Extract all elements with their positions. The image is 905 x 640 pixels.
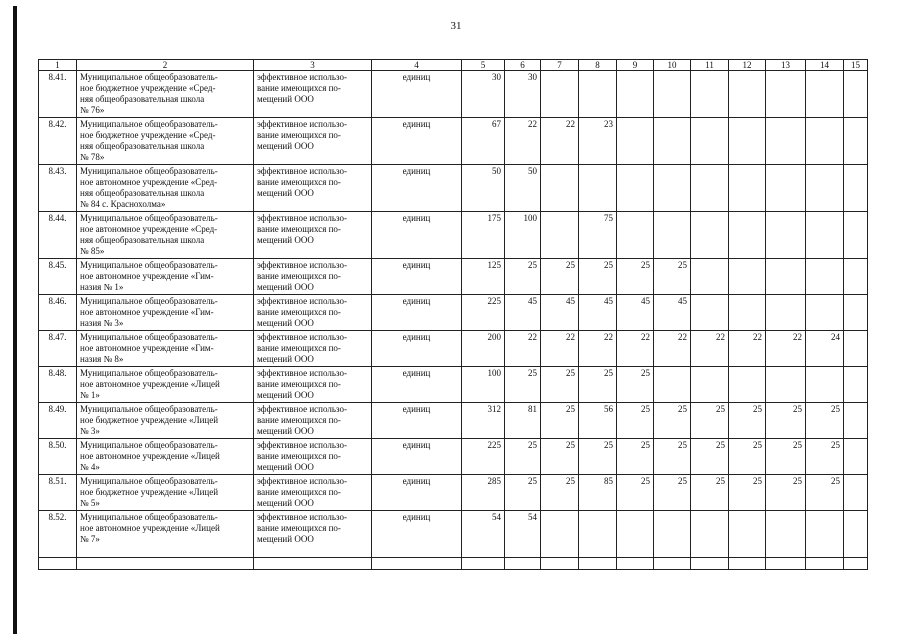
value-cell: 45 xyxy=(617,295,654,331)
value-cell: 25 xyxy=(766,475,806,511)
institution-name: Муниципальное общеобразователь- ное бюджетное учреждение «Сред- няя общеобразовательная школа № 78» xyxy=(77,118,254,165)
value-cell: 25 xyxy=(541,403,579,439)
purpose-text: эффективное использо- вание имеющихся по- мещений ООО xyxy=(254,475,372,511)
value-cell: 22 xyxy=(541,331,579,367)
value-cell: 25 xyxy=(617,259,654,295)
value-cell: 25 xyxy=(579,367,617,403)
value-cell: 25 xyxy=(505,475,541,511)
purpose-text: эффективное использо- вание имеющихся по- мещений ООО xyxy=(254,331,372,367)
value-cell xyxy=(844,475,868,511)
value-cell: 25 xyxy=(729,403,766,439)
value-cell xyxy=(617,165,654,212)
value-cell: 25 xyxy=(729,475,766,511)
value-cell: 56 xyxy=(579,403,617,439)
purpose-text: эффективное использо- вание имеющихся по- мещений ООО xyxy=(254,403,372,439)
unit-text: единиц xyxy=(372,71,462,118)
unit-text: единиц xyxy=(372,212,462,259)
value-cell xyxy=(766,118,806,165)
column-header-4: 4 xyxy=(372,60,462,71)
empty-row xyxy=(39,558,868,570)
row-number: 8.50. xyxy=(39,439,77,475)
purpose-text: эффективное использо- вание имеющихся по- мещений ООО xyxy=(254,118,372,165)
value-cell: 25 xyxy=(766,403,806,439)
purpose-text: эффективное использо- вание имеющихся по- мещений ООО xyxy=(254,511,372,558)
column-header-8: 8 xyxy=(579,60,617,71)
column-header-5: 5 xyxy=(462,60,505,71)
value-cell: 25 xyxy=(806,475,844,511)
row-number: 8.48. xyxy=(39,367,77,403)
value-cell: 25 xyxy=(654,403,691,439)
value-cell xyxy=(766,71,806,118)
value-cell: 25 xyxy=(541,439,579,475)
column-header-13: 13 xyxy=(766,60,806,71)
value-cell xyxy=(541,511,579,558)
row-number: 8.46. xyxy=(39,295,77,331)
value-cell: 45 xyxy=(654,295,691,331)
value-cell xyxy=(654,71,691,118)
value-cell: 45 xyxy=(505,295,541,331)
row-number: 8.43. xyxy=(39,165,77,212)
value-cell xyxy=(806,295,844,331)
unit-text: единиц xyxy=(372,331,462,367)
value-cell xyxy=(729,165,766,212)
table-row xyxy=(39,367,868,403)
value-cell: 200 xyxy=(462,331,505,367)
value-cell: 85 xyxy=(579,475,617,511)
value-cell xyxy=(729,295,766,331)
value-cell xyxy=(654,367,691,403)
institution-name: Муниципальное общеобразователь- ное автономное учреждение «Сред- няя общеобразовательная школа № 85» xyxy=(77,212,254,259)
value-cell xyxy=(729,212,766,259)
table-row xyxy=(39,439,868,475)
value-cell xyxy=(844,165,868,212)
value-cell: 54 xyxy=(505,511,541,558)
value-cell: 125 xyxy=(462,259,505,295)
header-row xyxy=(39,60,868,71)
value-cell xyxy=(766,165,806,212)
table-row xyxy=(39,475,868,511)
institution-name: Муниципальное общеобразователь- ное автономное учреждение «Лицей № 4» xyxy=(77,439,254,475)
value-cell: 25 xyxy=(654,259,691,295)
value-cell: 25 xyxy=(505,259,541,295)
unit-text: единиц xyxy=(372,403,462,439)
value-cell: 81 xyxy=(505,403,541,439)
value-cell: 25 xyxy=(617,439,654,475)
table-row xyxy=(39,403,868,439)
purpose-text: эффективное использо- вание имеющихся по- мещений ООО xyxy=(254,259,372,295)
table-row xyxy=(39,331,868,367)
value-cell: 25 xyxy=(617,475,654,511)
value-cell xyxy=(844,212,868,259)
value-cell xyxy=(691,118,729,165)
row-number: 8.47. xyxy=(39,331,77,367)
value-cell xyxy=(806,165,844,212)
value-cell xyxy=(729,367,766,403)
value-cell: 25 xyxy=(729,439,766,475)
value-cell: 25 xyxy=(617,367,654,403)
value-cell: 25 xyxy=(654,439,691,475)
value-cell xyxy=(654,212,691,259)
value-cell: 50 xyxy=(505,165,541,212)
value-cell: 24 xyxy=(806,331,844,367)
column-header-11: 11 xyxy=(691,60,729,71)
value-cell: 30 xyxy=(505,71,541,118)
column-header-3: 3 xyxy=(254,60,372,71)
institution-name: Муниципальное общеобразователь- ное автономное учреждение «Гим- назия № 8» xyxy=(77,331,254,367)
table-row xyxy=(39,511,868,558)
value-cell: 22 xyxy=(654,331,691,367)
value-cell: 25 xyxy=(691,403,729,439)
value-cell: 30 xyxy=(462,71,505,118)
value-cell xyxy=(617,212,654,259)
value-cell xyxy=(579,511,617,558)
column-header-10: 10 xyxy=(654,60,691,71)
value-cell xyxy=(844,439,868,475)
value-cell xyxy=(691,212,729,259)
value-cell xyxy=(691,295,729,331)
value-cell xyxy=(844,511,868,558)
column-header-12: 12 xyxy=(729,60,766,71)
value-cell: 25 xyxy=(541,367,579,403)
value-cell: 25 xyxy=(691,475,729,511)
column-header-15: 15 xyxy=(844,60,868,71)
purpose-text: эффективное использо- вание имеющихся по- мещений ООО xyxy=(254,212,372,259)
value-cell: 75 xyxy=(579,212,617,259)
column-header-2: 2 xyxy=(77,60,254,71)
value-cell xyxy=(729,118,766,165)
value-cell: 50 xyxy=(462,165,505,212)
table-row xyxy=(39,118,868,165)
value-cell: 225 xyxy=(462,439,505,475)
institution-name: Муниципальное общеобразователь- ное бюджетное учреждение «Лицей № 3» xyxy=(77,403,254,439)
value-cell xyxy=(806,367,844,403)
value-cell xyxy=(766,259,806,295)
unit-text: единиц xyxy=(372,475,462,511)
value-cell: 23 xyxy=(579,118,617,165)
value-cell: 100 xyxy=(462,367,505,403)
table-row xyxy=(39,212,868,259)
value-cell: 22 xyxy=(505,331,541,367)
value-cell xyxy=(766,295,806,331)
column-header-6: 6 xyxy=(505,60,541,71)
value-cell: 22 xyxy=(541,118,579,165)
value-cell: 25 xyxy=(579,259,617,295)
institution-name: Муниципальное общеобразователь- ное автономное учреждение «Лицей № 1» xyxy=(77,367,254,403)
value-cell xyxy=(844,71,868,118)
row-number: 8.42. xyxy=(39,118,77,165)
table-row xyxy=(39,259,868,295)
value-cell xyxy=(541,212,579,259)
value-cell: 54 xyxy=(462,511,505,558)
value-cell xyxy=(541,71,579,118)
value-cell xyxy=(579,71,617,118)
value-cell: 22 xyxy=(617,331,654,367)
value-cell: 22 xyxy=(766,331,806,367)
value-cell xyxy=(806,511,844,558)
unit-text: единиц xyxy=(372,439,462,475)
value-cell: 22 xyxy=(691,331,729,367)
purpose-text: эффективное использо- вание имеющихся по- мещений ООО xyxy=(254,367,372,403)
value-cell xyxy=(691,71,729,118)
row-number: 8.51. xyxy=(39,475,77,511)
value-cell xyxy=(844,118,868,165)
row-number: 8.45. xyxy=(39,259,77,295)
value-cell xyxy=(729,71,766,118)
value-cell: 25 xyxy=(505,367,541,403)
value-cell: 25 xyxy=(691,439,729,475)
value-cell xyxy=(617,71,654,118)
purpose-text: эффективное использо- вание имеющихся по- мещений ООО xyxy=(254,439,372,475)
unit-text: единиц xyxy=(372,511,462,558)
row-number: 8.49. xyxy=(39,403,77,439)
value-cell xyxy=(579,165,617,212)
column-header-7: 7 xyxy=(541,60,579,71)
value-cell xyxy=(806,71,844,118)
value-cell xyxy=(691,511,729,558)
value-cell xyxy=(766,511,806,558)
column-header-9: 9 xyxy=(617,60,654,71)
unit-text: единиц xyxy=(372,367,462,403)
value-cell: 312 xyxy=(462,403,505,439)
value-cell: 25 xyxy=(579,439,617,475)
value-cell xyxy=(844,331,868,367)
value-cell: 45 xyxy=(579,295,617,331)
value-cell: 25 xyxy=(617,403,654,439)
data-table xyxy=(38,59,868,570)
value-cell: 25 xyxy=(806,439,844,475)
value-cell: 25 xyxy=(505,439,541,475)
institution-name: Муниципальное общеобразователь- ное бюджетное учреждение «Лицей № 5» xyxy=(77,475,254,511)
value-cell xyxy=(729,259,766,295)
column-header-14: 14 xyxy=(806,60,844,71)
institution-name: Муниципальное общеобразователь- ное бюджетное учреждение «Сред- няя общеобразовательная школа № 76» xyxy=(77,71,254,118)
value-cell xyxy=(844,367,868,403)
value-cell xyxy=(617,118,654,165)
value-cell: 67 xyxy=(462,118,505,165)
value-cell: 22 xyxy=(505,118,541,165)
purpose-text: эффективное использо- вание имеющихся по- мещений ООО xyxy=(254,165,372,212)
value-cell xyxy=(806,118,844,165)
value-cell xyxy=(806,259,844,295)
value-cell: 22 xyxy=(579,331,617,367)
value-cell xyxy=(844,295,868,331)
value-cell: 285 xyxy=(462,475,505,511)
value-cell xyxy=(729,511,766,558)
value-cell: 22 xyxy=(729,331,766,367)
value-cell: 100 xyxy=(505,212,541,259)
value-cell: 25 xyxy=(766,439,806,475)
value-cell: 25 xyxy=(541,475,579,511)
value-cell: 175 xyxy=(462,212,505,259)
value-cell xyxy=(691,165,729,212)
purpose-text: эффективное использо- вание имеющихся по- мещений ООО xyxy=(254,295,372,331)
row-number: 8.44. xyxy=(39,212,77,259)
value-cell: 25 xyxy=(654,475,691,511)
row-number: 8.52. xyxy=(39,511,77,558)
unit-text: единиц xyxy=(372,259,462,295)
table-row xyxy=(39,295,868,331)
table-row xyxy=(39,165,868,212)
value-cell xyxy=(844,259,868,295)
purpose-text: эффективное использо- вание имеющихся по- мещений ООО xyxy=(254,71,372,118)
institution-name: Муниципальное общеобразователь- ное автономное учреждение «Лицей № 7» xyxy=(77,511,254,558)
institution-name: Муниципальное общеобразователь- ное автономное учреждение «Сред- няя общеобразовательная школа № 84 с. Краснохолма» xyxy=(77,165,254,212)
value-cell xyxy=(654,511,691,558)
unit-text: единиц xyxy=(372,118,462,165)
unit-text: единиц xyxy=(372,295,462,331)
value-cell xyxy=(766,212,806,259)
table-row xyxy=(39,71,868,118)
row-number: 8.41. xyxy=(39,71,77,118)
column-header-1: 1 xyxy=(39,60,77,71)
page-left-border xyxy=(13,6,17,634)
value-cell xyxy=(654,118,691,165)
institution-name: Муниципальное общеобразователь- ное автономное учреждение «Гим- назия № 3» xyxy=(77,295,254,331)
unit-text: единиц xyxy=(372,165,462,212)
value-cell: 225 xyxy=(462,295,505,331)
page-number: 31 xyxy=(450,20,462,32)
value-cell xyxy=(654,165,691,212)
value-cell xyxy=(766,367,806,403)
value-cell xyxy=(806,212,844,259)
value-cell: 25 xyxy=(541,259,579,295)
institution-name: Муниципальное общеобразователь- ное автономное учреждение «Гим- назия № 1» xyxy=(77,259,254,295)
value-cell xyxy=(541,165,579,212)
value-cell xyxy=(691,367,729,403)
value-cell: 45 xyxy=(541,295,579,331)
value-cell xyxy=(691,259,729,295)
value-cell xyxy=(844,403,868,439)
value-cell xyxy=(617,511,654,558)
value-cell: 25 xyxy=(806,403,844,439)
